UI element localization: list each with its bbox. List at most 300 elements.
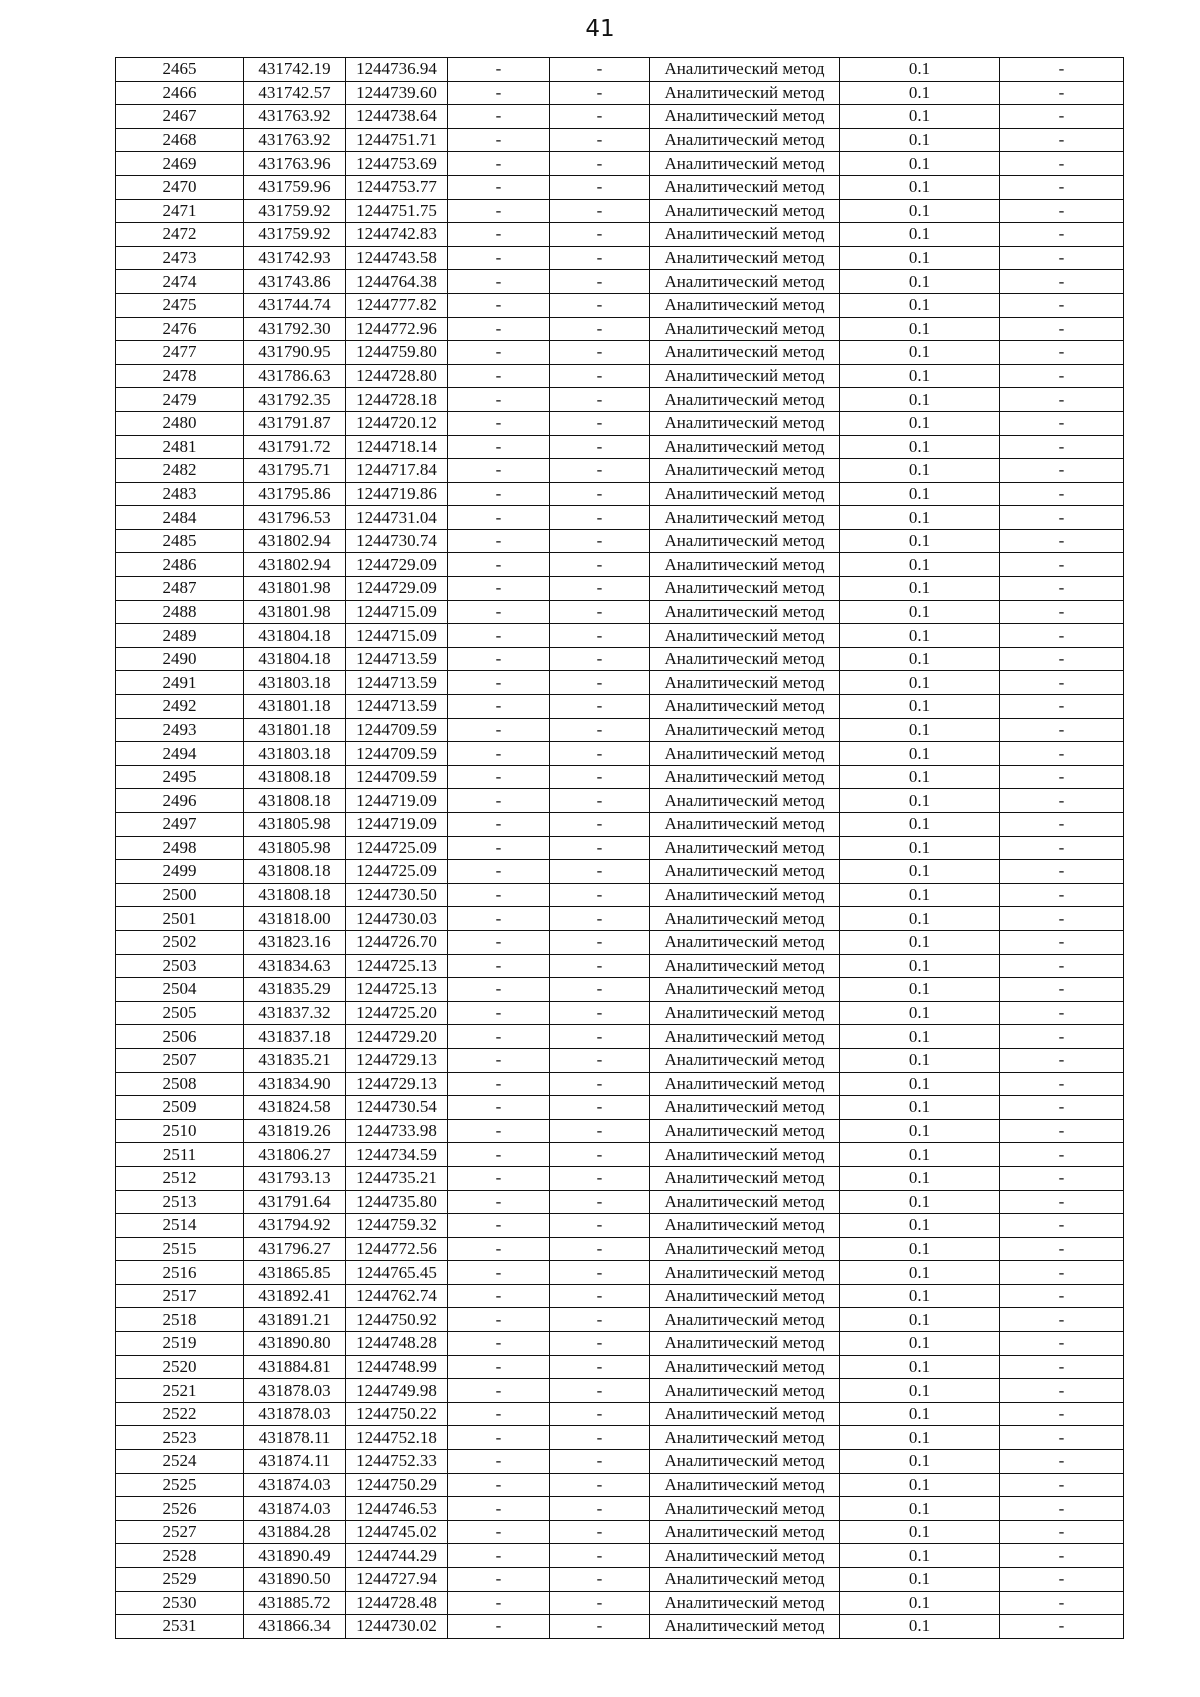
method-cell: Аналитический метод	[650, 152, 840, 176]
y-coordinate-cell: 1244748.28	[346, 1332, 448, 1356]
table-row	[116, 860, 1124, 884]
point-number-cell: 2522	[116, 1402, 244, 1426]
empty-cell-a: -	[448, 175, 550, 199]
table-row	[116, 1568, 1124, 1592]
empty-cell-c: -	[1000, 1284, 1124, 1308]
accuracy-cell: 0.1	[840, 1544, 1000, 1568]
empty-cell-c: -	[1000, 270, 1124, 294]
empty-cell-c: -	[1000, 718, 1124, 742]
empty-cell-a: -	[448, 1544, 550, 1568]
table-row	[116, 105, 1124, 129]
empty-cell-a: -	[448, 1284, 550, 1308]
y-coordinate-cell: 1244753.77	[346, 175, 448, 199]
method-cell: Аналитический метод	[650, 317, 840, 341]
x-coordinate-cell: 431866.34	[244, 1615, 346, 1639]
method-cell: Аналитический метод	[650, 789, 840, 813]
y-coordinate-cell: 1244736.94	[346, 58, 448, 82]
point-number-cell: 2519	[116, 1332, 244, 1356]
method-cell: Аналитический метод	[650, 1237, 840, 1261]
empty-cell-c: -	[1000, 1332, 1124, 1356]
point-number-cell: 2528	[116, 1544, 244, 1568]
table-row	[116, 1166, 1124, 1190]
point-number-cell: 2501	[116, 907, 244, 931]
table-row	[116, 978, 1124, 1002]
y-coordinate-cell: 1244759.80	[346, 341, 448, 365]
method-cell: Аналитический метод	[650, 388, 840, 412]
x-coordinate-cell: 431891.21	[244, 1308, 346, 1332]
table-row	[116, 223, 1124, 247]
empty-cell-a: -	[448, 695, 550, 719]
empty-cell-a: -	[448, 1426, 550, 1450]
table-row	[116, 81, 1124, 105]
empty-cell-a: -	[448, 1615, 550, 1639]
accuracy-cell: 0.1	[840, 1025, 1000, 1049]
table-row	[116, 58, 1124, 82]
method-cell: Аналитический метод	[650, 695, 840, 719]
empty-cell-a: -	[448, 577, 550, 601]
y-coordinate-cell: 1244752.33	[346, 1450, 448, 1474]
empty-cell-b: -	[550, 789, 650, 813]
x-coordinate-cell: 431786.63	[244, 364, 346, 388]
empty-cell-b: -	[550, 1190, 650, 1214]
accuracy-cell: 0.1	[840, 1308, 1000, 1332]
empty-cell-a: -	[448, 152, 550, 176]
table-row	[116, 647, 1124, 671]
accuracy-cell: 0.1	[840, 364, 1000, 388]
method-cell: Аналитический метод	[650, 907, 840, 931]
y-coordinate-cell: 1244713.59	[346, 647, 448, 671]
empty-cell-b: -	[550, 1119, 650, 1143]
empty-cell-c: -	[1000, 1214, 1124, 1238]
y-coordinate-cell: 1244733.98	[346, 1119, 448, 1143]
empty-cell-c: -	[1000, 1308, 1124, 1332]
empty-cell-b: -	[550, 1048, 650, 1072]
accuracy-cell: 0.1	[840, 647, 1000, 671]
empty-cell-b: -	[550, 58, 650, 82]
table-row	[116, 459, 1124, 483]
method-cell: Аналитический метод	[650, 1591, 840, 1615]
point-number-cell: 2513	[116, 1190, 244, 1214]
point-number-cell: 2503	[116, 954, 244, 978]
empty-cell-c: -	[1000, 1615, 1124, 1639]
accuracy-cell: 0.1	[840, 1190, 1000, 1214]
table-row	[116, 529, 1124, 553]
empty-cell-b: -	[550, 1544, 650, 1568]
table-row	[116, 600, 1124, 624]
method-cell: Аналитический метод	[650, 1190, 840, 1214]
empty-cell-a: -	[448, 1332, 550, 1356]
method-cell: Аналитический метод	[650, 459, 840, 483]
accuracy-cell: 0.1	[840, 270, 1000, 294]
x-coordinate-cell: 431744.74	[244, 293, 346, 317]
accuracy-cell: 0.1	[840, 1497, 1000, 1521]
y-coordinate-cell: 1244730.54	[346, 1096, 448, 1120]
table-row	[116, 152, 1124, 176]
accuracy-cell: 0.1	[840, 1166, 1000, 1190]
point-number-cell: 2524	[116, 1450, 244, 1474]
empty-cell-a: -	[448, 600, 550, 624]
point-number-cell: 2479	[116, 388, 244, 412]
empty-cell-a: -	[448, 388, 550, 412]
table-row	[116, 1261, 1124, 1285]
empty-cell-a: -	[448, 1497, 550, 1521]
table-row	[116, 718, 1124, 742]
y-coordinate-cell: 1244717.84	[346, 459, 448, 483]
table-row	[116, 341, 1124, 365]
point-number-cell: 2502	[116, 930, 244, 954]
empty-cell-a: -	[448, 907, 550, 931]
method-cell: Аналитический метод	[650, 1426, 840, 1450]
point-number-cell: 2480	[116, 411, 244, 435]
empty-cell-b: -	[550, 1591, 650, 1615]
empty-cell-b: -	[550, 223, 650, 247]
x-coordinate-cell: 431884.28	[244, 1520, 346, 1544]
method-cell: Аналитический метод	[650, 1096, 840, 1120]
method-cell: Аналитический метод	[650, 1473, 840, 1497]
empty-cell-b: -	[550, 293, 650, 317]
empty-cell-a: -	[448, 978, 550, 1002]
y-coordinate-cell: 1244729.20	[346, 1025, 448, 1049]
point-number-cell: 2475	[116, 293, 244, 317]
empty-cell-c: -	[1000, 1001, 1124, 1025]
method-cell: Аналитический метод	[650, 1143, 840, 1167]
method-cell: Аналитический метод	[650, 1048, 840, 1072]
empty-cell-c: -	[1000, 600, 1124, 624]
x-coordinate-cell: 431819.26	[244, 1119, 346, 1143]
empty-cell-b: -	[550, 647, 650, 671]
table-row	[116, 1426, 1124, 1450]
accuracy-cell: 0.1	[840, 1473, 1000, 1497]
x-coordinate-cell: 431805.98	[244, 813, 346, 837]
accuracy-cell: 0.1	[840, 482, 1000, 506]
table-row	[116, 742, 1124, 766]
empty-cell-a: -	[448, 1379, 550, 1403]
accuracy-cell: 0.1	[840, 1143, 1000, 1167]
y-coordinate-cell: 1244731.04	[346, 506, 448, 530]
y-coordinate-cell: 1244715.09	[346, 624, 448, 648]
x-coordinate-cell: 431834.63	[244, 954, 346, 978]
empty-cell-b: -	[550, 1615, 650, 1639]
y-coordinate-cell: 1244713.59	[346, 671, 448, 695]
method-cell: Аналитический метод	[650, 199, 840, 223]
empty-cell-c: -	[1000, 836, 1124, 860]
empty-cell-a: -	[448, 789, 550, 813]
y-coordinate-cell: 1244729.13	[346, 1072, 448, 1096]
table-row	[116, 1096, 1124, 1120]
x-coordinate-cell: 431874.03	[244, 1497, 346, 1521]
empty-cell-b: -	[550, 718, 650, 742]
y-coordinate-cell: 1244730.02	[346, 1615, 448, 1639]
accuracy-cell: 0.1	[840, 58, 1000, 82]
empty-cell-a: -	[448, 435, 550, 459]
x-coordinate-cell: 431865.85	[244, 1261, 346, 1285]
accuracy-cell: 0.1	[840, 1096, 1000, 1120]
empty-cell-b: -	[550, 1166, 650, 1190]
accuracy-cell: 0.1	[840, 435, 1000, 459]
table-row	[116, 1544, 1124, 1568]
point-number-cell: 2518	[116, 1308, 244, 1332]
x-coordinate-cell: 431803.18	[244, 671, 346, 695]
accuracy-cell: 0.1	[840, 553, 1000, 577]
table-row	[116, 1308, 1124, 1332]
empty-cell-b: -	[550, 954, 650, 978]
table-row	[116, 482, 1124, 506]
empty-cell-a: -	[448, 1096, 550, 1120]
point-number-cell: 2512	[116, 1166, 244, 1190]
y-coordinate-cell: 1244753.69	[346, 152, 448, 176]
accuracy-cell: 0.1	[840, 1450, 1000, 1474]
x-coordinate-cell: 431791.87	[244, 411, 346, 435]
accuracy-cell: 0.1	[840, 695, 1000, 719]
empty-cell-b: -	[550, 930, 650, 954]
empty-cell-b: -	[550, 411, 650, 435]
method-cell: Аналитический метод	[650, 1520, 840, 1544]
y-coordinate-cell: 1244725.09	[346, 836, 448, 860]
table-row	[116, 1284, 1124, 1308]
empty-cell-c: -	[1000, 199, 1124, 223]
point-number-cell: 2523	[116, 1426, 244, 1450]
accuracy-cell: 0.1	[840, 813, 1000, 837]
point-number-cell: 2476	[116, 317, 244, 341]
table-row	[116, 1355, 1124, 1379]
y-coordinate-cell: 1244743.58	[346, 246, 448, 270]
empty-cell-b: -	[550, 1332, 650, 1356]
empty-cell-c: -	[1000, 671, 1124, 695]
empty-cell-a: -	[448, 506, 550, 530]
empty-cell-c: -	[1000, 789, 1124, 813]
accuracy-cell: 0.1	[840, 671, 1000, 695]
x-coordinate-cell: 431804.18	[244, 624, 346, 648]
empty-cell-b: -	[550, 553, 650, 577]
empty-cell-a: -	[448, 1591, 550, 1615]
table-row	[116, 1497, 1124, 1521]
table-row	[116, 624, 1124, 648]
accuracy-cell: 0.1	[840, 81, 1000, 105]
x-coordinate-cell: 431802.94	[244, 529, 346, 553]
empty-cell-c: -	[1000, 482, 1124, 506]
empty-cell-b: -	[550, 1402, 650, 1426]
empty-cell-a: -	[448, 742, 550, 766]
empty-cell-c: -	[1000, 742, 1124, 766]
empty-cell-b: -	[550, 1143, 650, 1167]
empty-cell-b: -	[550, 907, 650, 931]
x-coordinate-cell: 431808.18	[244, 860, 346, 884]
y-coordinate-cell: 1244719.09	[346, 789, 448, 813]
point-number-cell: 2504	[116, 978, 244, 1002]
accuracy-cell: 0.1	[840, 836, 1000, 860]
x-coordinate-cell: 431801.98	[244, 600, 346, 624]
page-number: 41	[585, 16, 615, 42]
y-coordinate-cell: 1244730.50	[346, 883, 448, 907]
y-coordinate-cell: 1244745.02	[346, 1520, 448, 1544]
method-cell: Аналитический метод	[650, 930, 840, 954]
empty-cell-c: -	[1000, 246, 1124, 270]
method-cell: Аналитический метод	[650, 883, 840, 907]
empty-cell-c: -	[1000, 978, 1124, 1002]
method-cell: Аналитический метод	[650, 600, 840, 624]
table-row	[116, 813, 1124, 837]
accuracy-cell: 0.1	[840, 1072, 1000, 1096]
y-coordinate-cell: 1244730.74	[346, 529, 448, 553]
x-coordinate-cell: 431892.41	[244, 1284, 346, 1308]
x-coordinate-cell: 431878.03	[244, 1402, 346, 1426]
empty-cell-a: -	[448, 1048, 550, 1072]
accuracy-cell: 0.1	[840, 930, 1000, 954]
point-number-cell: 2527	[116, 1520, 244, 1544]
coordinates-table	[115, 57, 1124, 1639]
point-number-cell: 2491	[116, 671, 244, 695]
point-number-cell: 2492	[116, 695, 244, 719]
accuracy-cell: 0.1	[840, 1332, 1000, 1356]
point-number-cell: 2482	[116, 459, 244, 483]
empty-cell-b: -	[550, 1072, 650, 1096]
x-coordinate-cell: 431808.18	[244, 789, 346, 813]
table-row	[116, 1025, 1124, 1049]
empty-cell-a: -	[448, 459, 550, 483]
empty-cell-c: -	[1000, 883, 1124, 907]
point-number-cell: 2505	[116, 1001, 244, 1025]
x-coordinate-cell: 431885.72	[244, 1591, 346, 1615]
table-row	[116, 1450, 1124, 1474]
empty-cell-b: -	[550, 388, 650, 412]
x-coordinate-cell: 431763.92	[244, 105, 346, 129]
method-cell: Аналитический метод	[650, 765, 840, 789]
empty-cell-c: -	[1000, 128, 1124, 152]
accuracy-cell: 0.1	[840, 1119, 1000, 1143]
method-cell: Аналитический метод	[650, 411, 840, 435]
accuracy-cell: 0.1	[840, 1426, 1000, 1450]
empty-cell-a: -	[448, 1402, 550, 1426]
y-coordinate-cell: 1244746.53	[346, 1497, 448, 1521]
table-row	[116, 1520, 1124, 1544]
x-coordinate-cell: 431890.50	[244, 1568, 346, 1592]
point-number-cell: 2468	[116, 128, 244, 152]
point-number-cell: 2494	[116, 742, 244, 766]
empty-cell-c: -	[1000, 1096, 1124, 1120]
empty-cell-c: -	[1000, 435, 1124, 459]
point-number-cell: 2497	[116, 813, 244, 837]
y-coordinate-cell: 1244751.71	[346, 128, 448, 152]
method-cell: Аналитический метод	[650, 58, 840, 82]
table-row	[116, 907, 1124, 931]
x-coordinate-cell: 431801.98	[244, 577, 346, 601]
method-cell: Аналитический метод	[650, 1544, 840, 1568]
accuracy-cell: 0.1	[840, 223, 1000, 247]
accuracy-cell: 0.1	[840, 765, 1000, 789]
method-cell: Аналитический метод	[650, 1497, 840, 1521]
x-coordinate-cell: 431759.92	[244, 199, 346, 223]
method-cell: Аналитический метод	[650, 624, 840, 648]
empty-cell-b: -	[550, 836, 650, 860]
x-coordinate-cell: 431806.27	[244, 1143, 346, 1167]
point-number-cell: 2500	[116, 883, 244, 907]
method-cell: Аналитический метод	[650, 1284, 840, 1308]
y-coordinate-cell: 1244762.74	[346, 1284, 448, 1308]
x-coordinate-cell: 431801.18	[244, 718, 346, 742]
empty-cell-b: -	[550, 435, 650, 459]
empty-cell-c: -	[1000, 695, 1124, 719]
accuracy-cell: 0.1	[840, 907, 1000, 931]
empty-cell-b: -	[550, 199, 650, 223]
table-row	[116, 270, 1124, 294]
table-row	[116, 1214, 1124, 1238]
y-coordinate-cell: 1244764.38	[346, 270, 448, 294]
x-coordinate-cell: 431795.86	[244, 482, 346, 506]
point-number-cell: 2515	[116, 1237, 244, 1261]
empty-cell-b: -	[550, 1025, 650, 1049]
accuracy-cell: 0.1	[840, 1214, 1000, 1238]
point-number-cell: 2471	[116, 199, 244, 223]
empty-cell-a: -	[448, 223, 550, 247]
method-cell: Аналитический метод	[650, 364, 840, 388]
empty-cell-b: -	[550, 341, 650, 365]
empty-cell-b: -	[550, 1308, 650, 1332]
empty-cell-a: -	[448, 1308, 550, 1332]
table-row	[116, 1143, 1124, 1167]
method-cell: Аналитический метод	[650, 1615, 840, 1639]
empty-cell-c: -	[1000, 647, 1124, 671]
accuracy-cell: 0.1	[840, 199, 1000, 223]
x-coordinate-cell: 431835.21	[244, 1048, 346, 1072]
point-number-cell: 2484	[116, 506, 244, 530]
accuracy-cell: 0.1	[840, 529, 1000, 553]
table-row	[116, 930, 1124, 954]
method-cell: Аналитический метод	[650, 813, 840, 837]
y-coordinate-cell: 1244725.13	[346, 978, 448, 1002]
empty-cell-b: -	[550, 1096, 650, 1120]
empty-cell-c: -	[1000, 1426, 1124, 1450]
table-row	[116, 1615, 1124, 1639]
x-coordinate-cell: 431804.18	[244, 647, 346, 671]
method-cell: Аналитический метод	[650, 577, 840, 601]
x-coordinate-cell: 431793.13	[244, 1166, 346, 1190]
accuracy-cell: 0.1	[840, 1568, 1000, 1592]
empty-cell-c: -	[1000, 1568, 1124, 1592]
empty-cell-c: -	[1000, 1473, 1124, 1497]
accuracy-cell: 0.1	[840, 978, 1000, 1002]
empty-cell-c: -	[1000, 624, 1124, 648]
empty-cell-c: -	[1000, 1166, 1124, 1190]
empty-cell-c: -	[1000, 506, 1124, 530]
y-coordinate-cell: 1244742.83	[346, 223, 448, 247]
empty-cell-a: -	[448, 1072, 550, 1096]
point-number-cell: 2485	[116, 529, 244, 553]
accuracy-cell: 0.1	[840, 1591, 1000, 1615]
table-row	[116, 246, 1124, 270]
y-coordinate-cell: 1244718.14	[346, 435, 448, 459]
accuracy-cell: 0.1	[840, 1355, 1000, 1379]
x-coordinate-cell: 431792.35	[244, 388, 346, 412]
point-number-cell: 2474	[116, 270, 244, 294]
method-cell: Аналитический метод	[650, 105, 840, 129]
x-coordinate-cell: 431824.58	[244, 1096, 346, 1120]
empty-cell-a: -	[448, 1520, 550, 1544]
accuracy-cell: 0.1	[840, 1048, 1000, 1072]
table-row	[116, 954, 1124, 978]
empty-cell-b: -	[550, 671, 650, 695]
y-coordinate-cell: 1244709.59	[346, 765, 448, 789]
table-row	[116, 1332, 1124, 1356]
table-row	[116, 293, 1124, 317]
point-number-cell: 2466	[116, 81, 244, 105]
empty-cell-c: -	[1000, 930, 1124, 954]
empty-cell-c: -	[1000, 813, 1124, 837]
empty-cell-a: -	[448, 1190, 550, 1214]
point-number-cell: 2473	[116, 246, 244, 270]
empty-cell-a: -	[448, 1568, 550, 1592]
empty-cell-b: -	[550, 1520, 650, 1544]
table-row	[116, 388, 1124, 412]
